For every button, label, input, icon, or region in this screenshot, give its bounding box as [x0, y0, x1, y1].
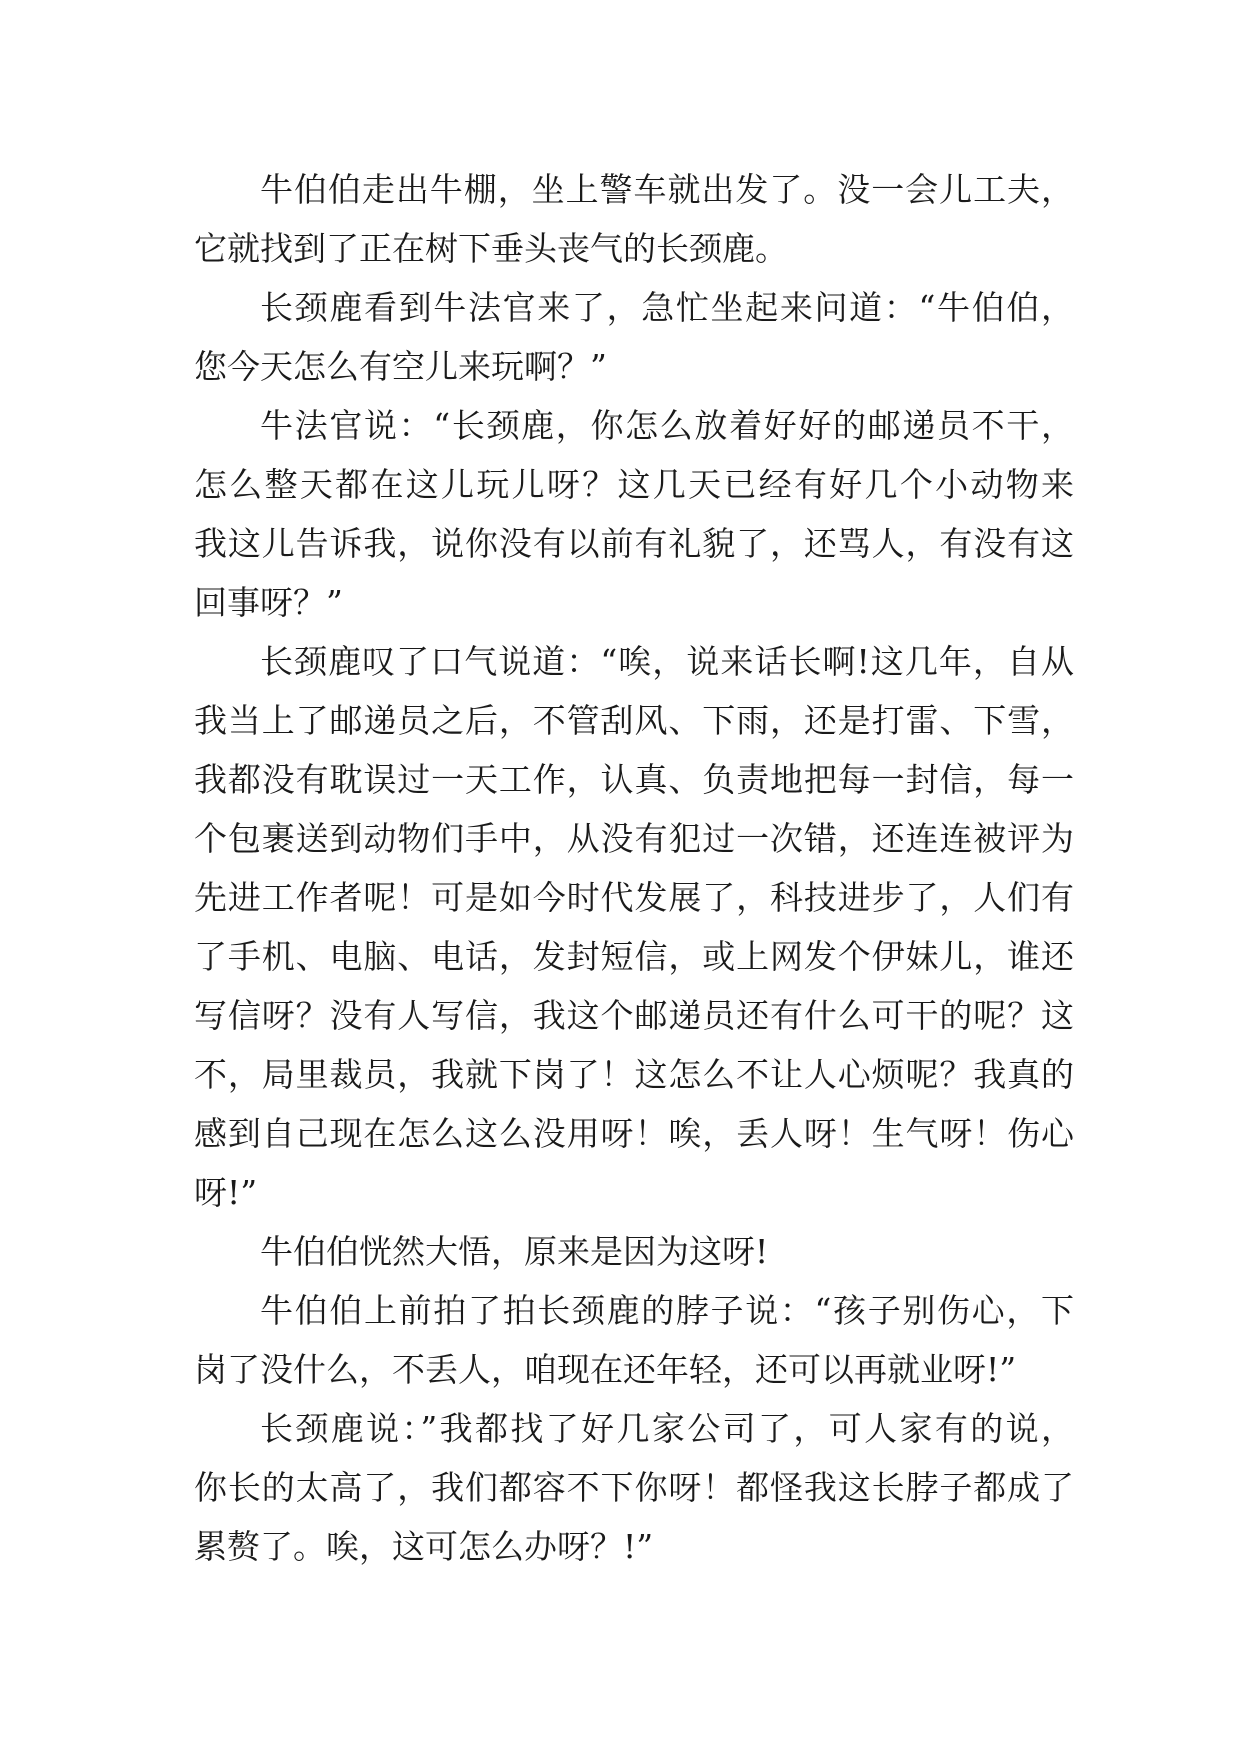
text-line: 我都没有耽误过一天工作，认真、负责地把每一封信，每一	[194, 760, 1074, 799]
text-line: 牛法官说：“长颈鹿，你怎么放着好好的邮递员不干，	[260, 406, 1074, 445]
text-line: 它就找到了正在树下垂头丧气的长颈鹿。	[194, 229, 788, 268]
paragraph	[194, 1281, 1074, 1399]
text-line: 呀!”	[194, 1173, 258, 1212]
text-line: 岗了没什么，不丢人，咱现在还年轻，还可以再就业呀!”	[194, 1350, 1017, 1389]
text-line: 我这儿告诉我，说你没有以前有礼貌了，还骂人，有没有这	[194, 524, 1074, 563]
text-line: 牛伯伯走出牛棚，坐上警车就出发了。没一会儿工夫，	[260, 170, 1074, 209]
text-line: 了手机、电脑、电话，发封短信，或上网发个伊妹儿，谁还	[194, 937, 1074, 976]
text-line: 不，局里裁员，我就下岗了！这怎么不让人心烦呢？我真的	[194, 1055, 1074, 1094]
text-line: 牛伯伯上前拍了拍长颈鹿的脖子说：“孩子别伤心，下	[260, 1291, 1074, 1330]
text-line: 怎么整天都在这儿玩儿呀？这几天已经有好几个小动物来	[194, 465, 1074, 504]
paragraph	[194, 160, 1074, 278]
text-line: 累赘了。唉，这可怎么办呀？!”	[194, 1527, 654, 1566]
text-line: 你长的太高了，我们都容不下你呀！都怪我这长脖子都成了	[194, 1468, 1074, 1507]
paragraph	[194, 1222, 1074, 1281]
text-line: 长颈鹿看到牛法官来了，急忙坐起来问道：“牛伯伯，	[260, 288, 1074, 327]
text-line: 回事呀？”	[194, 583, 343, 622]
text-line: 牛伯伯恍然大悟，原来是因为这呀!	[260, 1232, 769, 1271]
paragraph	[194, 632, 1074, 1222]
text-line: 您今天怎么有空儿来玩啊？”	[194, 347, 607, 386]
text-line: 我当上了邮递员之后，不管刮风、下雨，还是打雷、下雪，	[194, 701, 1074, 740]
text-line: 感到自己现在怎么这么没用呀！唉，丢人呀！生气呀！伤心	[194, 1114, 1074, 1153]
text-line: 先进工作者呢！可是如今时代发展了，科技进步了，人们有	[194, 878, 1074, 917]
paragraph	[194, 1399, 1074, 1576]
paragraph	[194, 396, 1074, 632]
text-line: 写信呀？没有人写信，我这个邮递员还有什么可干的呢？这	[194, 996, 1074, 1035]
text-line: 长颈鹿说：”我都找了好几家公司了，可人家有的说，	[260, 1409, 1074, 1448]
text-line: 长颈鹿叹了口气说道：“唉，说来话长啊!这几年，自从	[260, 642, 1074, 681]
paragraph	[194, 278, 1074, 396]
body-text	[194, 160, 1074, 1576]
text-line: 个包裹送到动物们手中，从没有犯过一次错，还连连被评为	[194, 819, 1074, 858]
